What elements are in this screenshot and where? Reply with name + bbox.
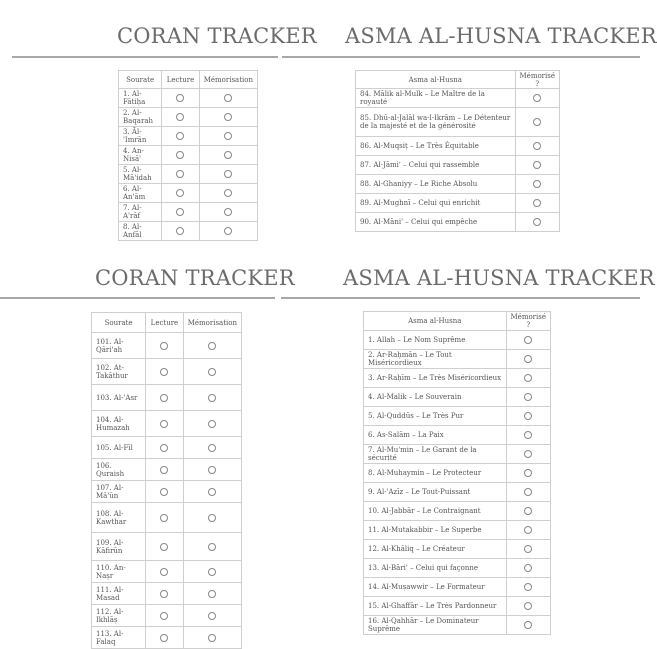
memorise-checkbox-cell [506, 350, 550, 369]
table-row [356, 213, 560, 232]
memorisation-radio[interactable] [208, 634, 216, 642]
lecture-radio[interactable] [176, 189, 184, 197]
row-label: 8. Al-Muhaymin – Le Protecteur [364, 464, 507, 483]
row-label: 87. Al-Jāmi' – Celui qui rassemble [356, 156, 516, 175]
memorise-radio[interactable] [524, 393, 532, 401]
lecture-radio[interactable] [160, 514, 168, 522]
table-row [92, 359, 242, 385]
memorisation-radio[interactable] [224, 151, 232, 159]
row-label: 113. Al-Falaq [92, 627, 146, 649]
row-label: 103. Al-'Asr [92, 385, 146, 411]
lecture-radio[interactable] [160, 612, 168, 620]
coran-table-2 [91, 312, 242, 649]
table-row [92, 605, 242, 627]
panel3-table-wrap [91, 312, 242, 646]
col-header-memorisation: Mémorisation [199, 71, 257, 89]
memorise-radio[interactable] [524, 412, 532, 420]
memorise-radio[interactable] [524, 450, 532, 458]
lecture-checkbox-cell [146, 533, 184, 561]
lecture-checkbox-cell [146, 627, 184, 649]
table-row [356, 175, 560, 194]
row-label: 4. Al-Malik – Le Souverain [364, 388, 507, 407]
memorise-radio[interactable] [533, 94, 541, 102]
row-label: 6. Al-An'ām [119, 184, 162, 203]
memorisation-checkbox-cell [183, 503, 241, 533]
row-label: 3. Ar-Raḥīm – Le Très Miséricordieux [364, 369, 507, 388]
table-row [92, 533, 242, 561]
table-row [92, 503, 242, 533]
memorise-checkbox-cell [506, 578, 550, 597]
memorisation-radio[interactable] [208, 342, 216, 350]
row-label: 2. Al-Baqarah [119, 108, 162, 127]
memorise-radio[interactable] [524, 469, 532, 477]
memorise-radio[interactable] [533, 161, 541, 169]
memorisation-checkbox-cell [183, 533, 241, 561]
lecture-checkbox-cell [162, 222, 199, 241]
lecture-checkbox-cell [162, 127, 199, 146]
memorisation-checkbox-cell [183, 437, 241, 459]
memorisation-radio[interactable] [224, 94, 232, 102]
row-label: 13. Al-Bāri' – Celui qui façonne [364, 559, 507, 578]
memorise-checkbox-cell [506, 483, 550, 502]
memorisation-checkbox-cell [199, 165, 257, 184]
lecture-checkbox-cell [162, 108, 199, 127]
row-label: 106. Quraish [92, 459, 146, 481]
lecture-checkbox-cell [146, 333, 184, 359]
row-label: 4. An-Nisā' [119, 146, 162, 165]
memorisation-checkbox-cell [199, 146, 257, 165]
memorise-checkbox-cell [506, 388, 550, 407]
row-label: 111. Al-Masad [92, 583, 146, 605]
table-row [119, 108, 258, 127]
coran-table-1 [118, 70, 258, 241]
memorise-checkbox-cell [515, 108, 559, 137]
memorisation-radio[interactable] [208, 514, 216, 522]
memorise-checkbox-cell [506, 559, 550, 578]
memorisation-radio[interactable] [224, 227, 232, 235]
memorise-radio[interactable] [524, 602, 532, 610]
lecture-radio[interactable] [176, 151, 184, 159]
lecture-checkbox-cell [146, 459, 184, 481]
row-label: 107. Al-Mā'ūn [92, 481, 146, 503]
row-label: 10. Al-Jabbār – Le Contraignant [364, 502, 507, 521]
lecture-checkbox-cell [162, 165, 199, 184]
memorise-checkbox-cell [506, 502, 550, 521]
table-row [364, 369, 551, 388]
asma-table-2 [363, 311, 551, 635]
table-row [364, 578, 551, 597]
table-row [364, 331, 551, 350]
memorise-checkbox-cell [515, 137, 559, 156]
table-row [119, 165, 258, 184]
memorise-radio[interactable] [524, 488, 532, 496]
row-label: 88. Al-Ghaniyy – Le Riche Absolu [356, 175, 516, 194]
row-label: 15. Al-Ghaffār – Le Très Pardonneur [364, 597, 507, 616]
table-row [364, 350, 551, 369]
row-label: 105. Al-Fīl [92, 437, 146, 459]
lecture-checkbox-cell [162, 89, 199, 108]
memorisation-radio[interactable] [224, 113, 232, 121]
memorise-checkbox-cell [506, 445, 550, 464]
row-label: 11. Al-Mutakabbir – Le Superbe [364, 521, 507, 540]
memorise-checkbox-cell [506, 521, 550, 540]
memorisation-radio[interactable] [224, 132, 232, 140]
row-label: 84. Mālik al-Mulk – Le Maître de la royauté [356, 89, 516, 108]
memorise-checkbox-cell [506, 369, 550, 388]
memorise-radio[interactable] [533, 180, 541, 188]
lecture-checkbox-cell [146, 411, 184, 437]
row-label: 101. Al-Qāri'ah [92, 333, 146, 359]
table-row [92, 627, 242, 649]
table-row [92, 583, 242, 605]
row-label: 8. Al-Anfāl [119, 222, 162, 241]
col-header-memorise: Mémorisé ? [515, 71, 559, 89]
table-row [356, 137, 560, 156]
row-label: 1. Allah – Le Nom Suprême [364, 331, 507, 350]
table-row [92, 437, 242, 459]
row-label: 104. Al-Humazah [92, 411, 146, 437]
table-row [364, 616, 551, 635]
lecture-radio[interactable] [176, 113, 184, 121]
row-label: 7. Al-Mu'min – Le Garant de la sécurité [364, 445, 507, 464]
table-row [364, 540, 551, 559]
row-label: 1. Al-Fātiḥa [119, 89, 162, 108]
memorise-radio[interactable] [524, 336, 532, 344]
memorisation-checkbox-cell [199, 203, 257, 222]
memorise-radio[interactable] [533, 199, 541, 207]
lecture-checkbox-cell [146, 437, 184, 459]
memorise-checkbox-cell [506, 331, 550, 350]
memorisation-checkbox-cell [183, 583, 241, 605]
memorisation-checkbox-cell [183, 561, 241, 583]
lecture-radio[interactable] [176, 227, 184, 235]
row-label: 108. Al-Kawthar [92, 503, 146, 533]
table-row [364, 597, 551, 616]
memorisation-checkbox-cell [199, 222, 257, 241]
memorisation-checkbox-cell [183, 459, 241, 481]
memorise-checkbox-cell [515, 89, 559, 108]
table-row [92, 481, 242, 503]
panel2-title-rule [282, 56, 640, 58]
col-header-sourate: Sourate [119, 71, 162, 89]
memorise-checkbox-cell [515, 194, 559, 213]
memorise-radio[interactable] [524, 564, 532, 572]
table-row [92, 561, 242, 583]
row-label: 5. Al-Quddūs – Le Très Pur [364, 407, 507, 426]
row-label: 89. Al-Mughnī – Celui qui enrichit [356, 194, 516, 213]
memorisation-radio[interactable] [208, 444, 216, 452]
col-header-lecture: Lecture [162, 71, 199, 89]
row-label: 6. As-Salām – La Paix [364, 426, 507, 445]
table-row [364, 559, 551, 578]
row-label: 7. Al-A'rāf [119, 203, 162, 222]
memorisation-radio[interactable] [208, 590, 216, 598]
panel1-title-rule [12, 56, 278, 58]
memorise-checkbox-cell [506, 407, 550, 426]
row-label: 14. Al-Muṣawwir – Le Formateur [364, 578, 507, 597]
memorisation-checkbox-cell [199, 108, 257, 127]
panel4-title-rule [281, 297, 640, 299]
memorise-radio[interactable] [524, 507, 532, 515]
memorise-checkbox-cell [515, 156, 559, 175]
table-row [119, 127, 258, 146]
lecture-radio[interactable] [160, 543, 168, 551]
row-label: 2. Ar-Raḥmān – Le Tout Miséricordieux [364, 350, 507, 369]
asma-table-1 [355, 70, 560, 232]
lecture-radio[interactable] [160, 394, 168, 402]
lecture-checkbox-cell [162, 146, 199, 165]
memorise-radio[interactable] [524, 621, 532, 629]
col-header-sourate: Sourate [92, 313, 146, 333]
lecture-checkbox-cell [146, 359, 184, 385]
memorisation-radio[interactable] [208, 612, 216, 620]
table-row [364, 388, 551, 407]
lecture-checkbox-cell [162, 184, 199, 203]
memorise-checkbox-cell [506, 540, 550, 559]
table-row [92, 459, 242, 481]
memorisation-checkbox-cell [183, 411, 241, 437]
row-label: 12. Al-Khāliq – Le Créateur [364, 540, 507, 559]
table-row [92, 411, 242, 437]
table-row [356, 89, 560, 108]
memorise-checkbox-cell [515, 175, 559, 194]
lecture-checkbox-cell [146, 605, 184, 627]
memorise-radio[interactable] [524, 583, 532, 591]
lecture-radio[interactable] [176, 132, 184, 140]
lecture-checkbox-cell [146, 561, 184, 583]
memorise-radio[interactable] [524, 545, 532, 553]
panel2-table-wrap [355, 70, 560, 237]
memorisation-checkbox-cell [183, 385, 241, 411]
memorisation-radio[interactable] [208, 488, 216, 496]
memorise-radio[interactable] [524, 526, 532, 534]
lecture-radio[interactable] [160, 368, 168, 376]
lecture-checkbox-cell [146, 583, 184, 605]
lecture-checkbox-cell [146, 385, 184, 411]
row-label: 112. Al-Ikhlāṣ [92, 605, 146, 627]
memorise-radio[interactable] [524, 374, 532, 382]
table-row [356, 156, 560, 175]
col-header-asma: Asma al-Husna [356, 71, 516, 89]
memorisation-checkbox-cell [199, 89, 257, 108]
lecture-radio[interactable] [176, 170, 184, 178]
memorisation-radio[interactable] [224, 208, 232, 216]
table-row [119, 89, 258, 108]
row-label: 110. An-Naṣr [92, 561, 146, 583]
memorise-checkbox-cell [506, 464, 550, 483]
memorise-checkbox-cell [515, 213, 559, 232]
table-row [92, 333, 242, 359]
lecture-radio[interactable] [160, 590, 168, 598]
lecture-checkbox-cell [146, 481, 184, 503]
panel1-title: CORAN TRACKER [117, 24, 317, 48]
panel1-table-wrap [118, 70, 258, 237]
panel3-title: CORAN TRACKER [95, 266, 295, 290]
lecture-radio[interactable] [176, 208, 184, 216]
col-header-lecture: Lecture [146, 313, 184, 333]
memorisation-radio[interactable] [224, 170, 232, 178]
table-row [364, 521, 551, 540]
memorisation-checkbox-cell [199, 127, 257, 146]
memorise-radio[interactable] [524, 431, 532, 439]
lecture-checkbox-cell [162, 203, 199, 222]
memorisation-checkbox-cell [199, 184, 257, 203]
lecture-radio[interactable] [160, 444, 168, 452]
memorisation-checkbox-cell [183, 481, 241, 503]
memorisation-radio[interactable] [208, 543, 216, 551]
col-header-memorisation: Mémorisation [183, 313, 241, 333]
memorisation-radio[interactable] [208, 420, 216, 428]
row-label: 90. Al-Māni' – Celui qui empêche [356, 213, 516, 232]
memorisation-radio[interactable] [208, 568, 216, 576]
panel4-title: ASMA AL-HUSNA TRACKER [343, 266, 655, 290]
panel2-title: ASMA AL-HUSNA TRACKER [345, 24, 657, 48]
row-label: 9. Al-'Azīz – Le Tout-Puissant [364, 483, 507, 502]
table-row [119, 222, 258, 241]
table-row [356, 108, 560, 137]
table-row [119, 203, 258, 222]
memorisation-checkbox-cell [183, 605, 241, 627]
memorise-radio[interactable] [524, 355, 532, 363]
lecture-radio[interactable] [160, 420, 168, 428]
panel3-title-rule [0, 297, 275, 299]
table-row [119, 146, 258, 165]
table-row [364, 483, 551, 502]
lecture-radio[interactable] [176, 94, 184, 102]
memorise-radio[interactable] [533, 218, 541, 226]
memorise-checkbox-cell [506, 426, 550, 445]
table-row [364, 502, 551, 521]
table-row [364, 426, 551, 445]
lecture-radio[interactable] [160, 466, 168, 474]
memorise-radio[interactable] [533, 142, 541, 150]
row-label: 16. Al-Qahhār – Le Dominateur Suprême [364, 616, 507, 635]
panel4-table-wrap [363, 311, 551, 641]
lecture-radio[interactable] [160, 342, 168, 350]
row-label: 109. Al-Kāfirūn [92, 533, 146, 561]
lecture-radio[interactable] [160, 568, 168, 576]
memorisation-radio[interactable] [208, 368, 216, 376]
table-row [364, 445, 551, 464]
col-header-asma: Asma al-Husna [364, 312, 507, 331]
memorisation-radio[interactable] [208, 394, 216, 402]
table-row [356, 194, 560, 213]
memorisation-checkbox-cell [183, 627, 241, 649]
table-row [364, 407, 551, 426]
table-row [92, 385, 242, 411]
memorise-radio[interactable] [533, 118, 541, 126]
memorisation-radio[interactable] [208, 466, 216, 474]
row-label: 5. Al-Mā'idah [119, 165, 162, 184]
table-row [119, 184, 258, 203]
table-row [364, 464, 551, 483]
row-label: 3. Āl-'Imrān [119, 127, 162, 146]
memorisation-checkbox-cell [183, 333, 241, 359]
memorisation-checkbox-cell [183, 359, 241, 385]
memorise-checkbox-cell [506, 597, 550, 616]
memorise-checkbox-cell [506, 616, 550, 635]
row-label: 86. Al-Muqsiṭ – Le Très Équitable [356, 137, 516, 156]
memorisation-radio[interactable] [224, 189, 232, 197]
lecture-radio[interactable] [160, 488, 168, 496]
row-label: 85. Dhū-al-Jalāl wa-l-Ikrām – Le Détenteur de la majesté et de la générosité [356, 108, 516, 137]
lecture-radio[interactable] [160, 634, 168, 642]
row-label: 102. At-Takāthur [92, 359, 146, 385]
lecture-checkbox-cell [146, 503, 184, 533]
col-header-memorise: Mémorisé ? [506, 312, 550, 331]
